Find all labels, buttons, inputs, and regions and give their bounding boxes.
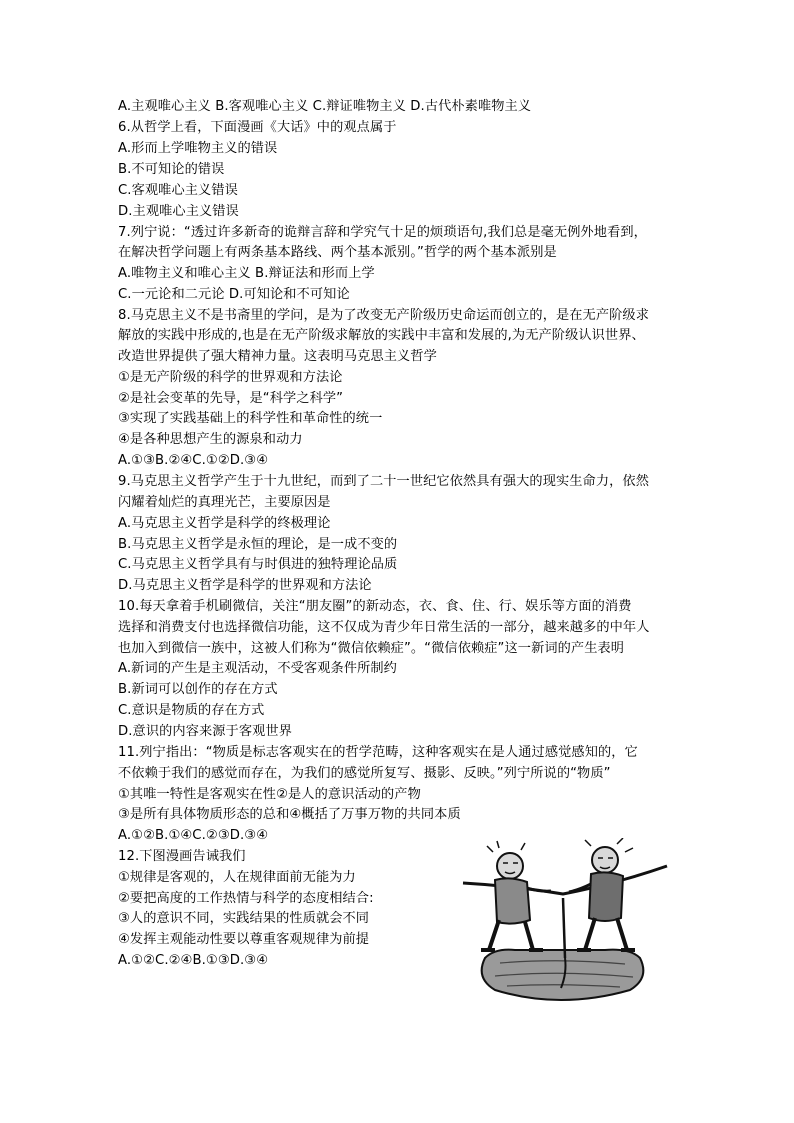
q7-stem-line1: 7.列宁说：“透过许多新奇的诡辩言辞和学究气十足的烦琐语句,我们总是毫无例外地看到， bbox=[118, 225, 647, 240]
q8-stem-line3: 改造世界提供了强大精神力量。这表明马克思主义哲学 bbox=[118, 349, 437, 364]
q10-stem-line3: 也加入到微信一族中，这被人们称为“微信依赖症”。“微信依赖症”这一新词的产生表明 bbox=[118, 641, 625, 656]
q7-options-ab: A.唯物主义和唯心主义 B.辩证法和形而上学 bbox=[118, 266, 375, 281]
q8-item-3: ③实现了实践基础上的科学性和革命性的统一 bbox=[118, 411, 383, 426]
q12-item-1: ①规律是客观的，人在规律面前无能为力 bbox=[118, 870, 356, 885]
q11-items-12: ①其唯一特性是客观实在性②是人的意识活动的产物 bbox=[118, 787, 421, 802]
q7-options-cd: C.一元论和二元论 D.可知论和不可知论 bbox=[118, 287, 350, 302]
q8-options: A.①③B.②④C.①②D.③④ bbox=[118, 453, 269, 468]
q10-option-c: C.意识是物质的存在方式 bbox=[118, 703, 265, 718]
q12-item-2: ②要把高度的工作热情与科学的态度相结合: bbox=[118, 891, 374, 906]
q7-stem-line2: 在解决哲学问题上有两条基本路线、两个基本派别。”哲学的两个基本派别是 bbox=[118, 245, 557, 260]
tug-of-war-cartoon bbox=[455, 838, 670, 1006]
q8-item-1: ①是无产阶级的科学的世界观和方法论 bbox=[118, 370, 343, 385]
q5-options: A.主观唯心主义 B.客观唯心主义 C.辩证唯物主义 D.古代朴素唯物主义 bbox=[118, 99, 532, 114]
q8-stem-line2: 解放的实践中形成的,也是在无产阶级求解放的实践中丰富和发展的,为无产阶级认识世界、 bbox=[118, 328, 645, 343]
q10-option-d: D.意识的内容来源于客观世界 bbox=[118, 724, 292, 739]
q12-options: A.①②C.②④B.①③D.③④ bbox=[118, 953, 269, 968]
q9-option-c: C.马克思主义哲学具有与时俱进的独特理论品质 bbox=[118, 557, 398, 572]
q8-item-4: ④是各种思想产生的源泉和动力 bbox=[118, 432, 303, 447]
q11-stem-line1: 11.列宁指出：“物质是标志客观实在的哲学范畴，这种客观实在是人通过感觉感知的，它 bbox=[118, 745, 638, 760]
q11-options: A.①②B.①④C.②③D.③④ bbox=[118, 828, 269, 843]
q9-stem-line2: 闪耀着灿烂的真理光芒，主要原因是 bbox=[118, 495, 331, 510]
q12-stem: 12.下图漫画告诫我们 bbox=[118, 849, 246, 864]
q10-option-b: B.新词可以创作的存在方式 bbox=[118, 682, 278, 697]
q9-option-a: A.马克思主义哲学是科学的终极理论 bbox=[118, 516, 331, 531]
q12-item-4: ④发挥主观能动性要以尊重客观规律为前提 bbox=[118, 932, 370, 947]
q8-item-2: ②是社会变革的先导，是“科学之科学” bbox=[118, 391, 344, 406]
q6-option-b: B.不可知论的错误 bbox=[118, 162, 225, 177]
q10-stem-line1: 10.每天拿着手机刷微信，关注“朋友圈”的新动态，衣、食、住、行、娱乐等方面的消费 bbox=[118, 599, 632, 614]
q8-stem-line1: 8.马克思主义不是书斋里的学问，是为了改变无产阶级历史命运而创立的，是在无产阶级求 bbox=[118, 308, 649, 323]
q9-option-b: B.马克思主义哲学是永恒的理论，是一成不变的 bbox=[118, 537, 398, 552]
q9-stem-line1: 9.马克思主义哲学产生于十九世纪，而到了二十一世纪它依然具有强大的现实生命力，依然 bbox=[118, 474, 649, 489]
q9-option-d: D.马克思主义哲学是科学的世界观和方法论 bbox=[118, 578, 372, 593]
q10-option-a: A.新词的产生是主观活动，不受客观条件所制约 bbox=[118, 661, 397, 676]
q6-stem: 6.从哲学上看，下面漫画《大话》中的观点属于 bbox=[118, 120, 397, 135]
q6-option-a: A.形而上学唯物主义的错误 bbox=[118, 141, 278, 156]
q11-items-34: ③是所有具体物质形态的总和④概括了万事万物的共同本质 bbox=[118, 807, 461, 822]
q11-stem-line2: 不依赖于我们的感觉而存在，为我们的感觉所复写、摄影、反映。”列宁所说的“物质” bbox=[118, 766, 611, 781]
q6-option-d: D.主观唯心主义错误 bbox=[118, 204, 239, 219]
q10-stem-line2: 选择和消费支付也选择微信功能，这不仅成为青少年日常生活的一部分，越来越多的中年人 bbox=[118, 620, 650, 635]
q6-option-c: C.客观唯心主义错误 bbox=[118, 183, 238, 198]
q12-item-3: ③人的意识不同，实践结果的性质就会不同 bbox=[118, 911, 370, 926]
